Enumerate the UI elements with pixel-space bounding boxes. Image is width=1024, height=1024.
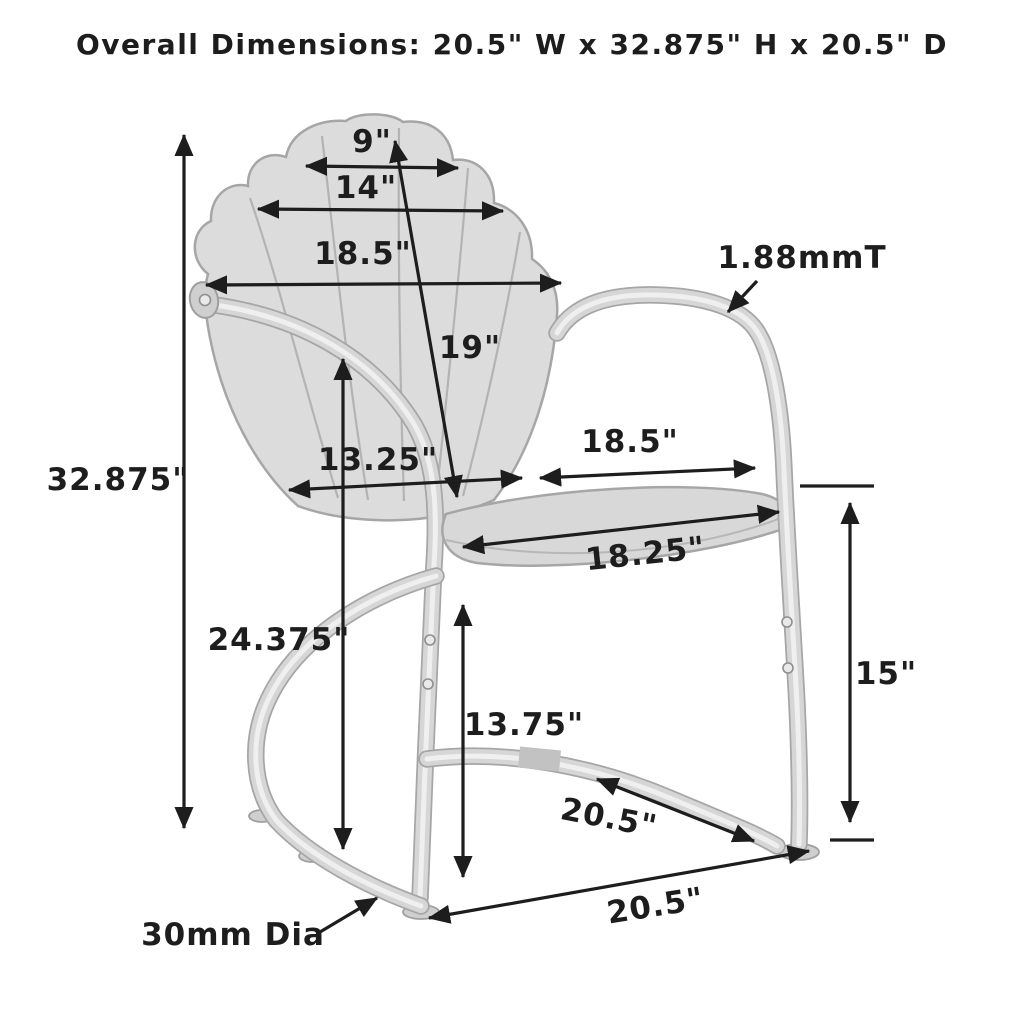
dim-label-seat-width: 18.25" [583, 529, 708, 579]
dim-arrow-back-upper-width [258, 209, 503, 211]
left-arm-bolt [200, 295, 211, 306]
dim-label-tube-thickness: 1.88mmT [717, 240, 887, 276]
dim-label-seat-front-height: 13.75" [463, 707, 585, 743]
dim-label-base-depth: 20.5" [557, 791, 661, 846]
rear-leg-bolt-upper [782, 617, 792, 627]
dim-arrow-back-width [206, 283, 561, 285]
tube-coupling-joint [519, 757, 560, 761]
dim-arrow-back-top-width [306, 166, 458, 168]
front-leg-bolt-upper [425, 635, 435, 645]
front-leg-bolt-lower [423, 679, 433, 689]
dim-arrow-armrest-span [540, 468, 755, 478]
dim-label-seat-height: 15" [854, 656, 918, 692]
dim-label-back-width: 18.5" [314, 236, 412, 272]
leg-bolts [423, 617, 793, 689]
dim-label-overall-height: 32.875" [46, 462, 190, 498]
dim-label-back-top-width: 9" [352, 124, 392, 160]
dim-label-armrest-span: 18.5" [581, 424, 679, 460]
dim-label-back-lower-width: 13.25" [317, 442, 439, 478]
diagram-title: Overall Dimensions: 20.5" W x 32.875" H x 20.5" D [75, 28, 949, 61]
dim-label-back-diagonal-height: 19" [438, 330, 502, 366]
dim-label-base-width: 20.5" [604, 880, 707, 932]
dim-label-armrest-height: 24.375" [207, 622, 351, 658]
dim-label-tube-diameter: 30mm Dia [141, 917, 325, 953]
rear-leg-bolt-lower [783, 663, 793, 673]
dim-label-back-upper-width: 14" [334, 170, 398, 206]
dim-leader-tube-diameter [320, 898, 377, 932]
